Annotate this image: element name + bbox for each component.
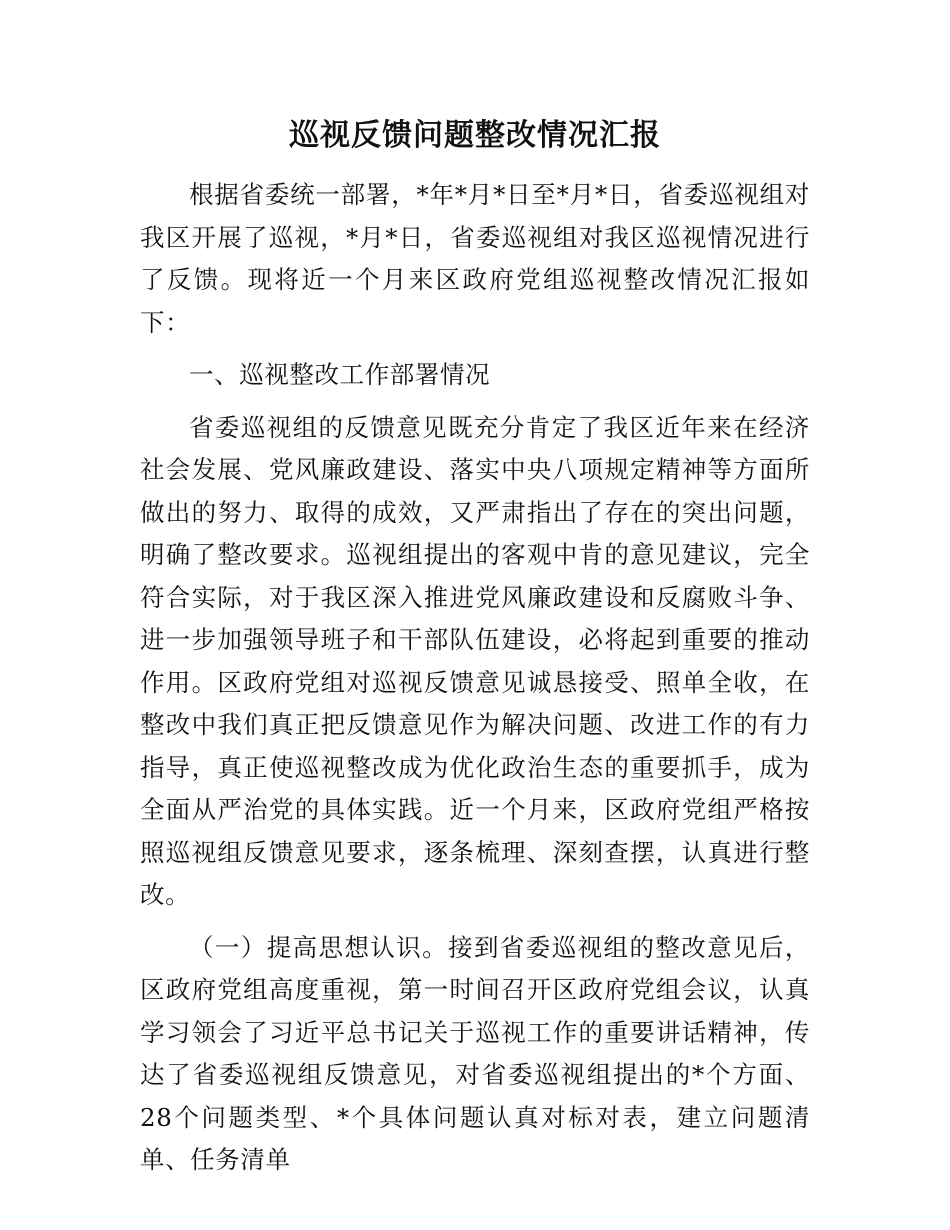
section-heading: 一、巡视整改工作部署情况 [189, 360, 491, 389]
paragraph-feedback: 省委巡视组的反馈意见既充分肯定了我区近年来在经济社会发展、党风廉政建设、落实中央八项规定精神等方面所做出的努力、取得的成效，又严肃指出了存在的突出问题，明确了整改要求。巡视组提出的客观中肯的意见建议，完全符合实际，对于我区深入推进党风廉政建设和反腐败斗争、进一步加强领导班子和干部队伍建设，必将起到重要的推动作用。区政府党组对巡视反馈意见诚恳接受、照单全收，在整改中我们真正把反馈意见作为解决问题、改进工作的有力指导，真正使巡视整改成为优化政治生态的重要抓手，成为全面从严治党的具体实践。近一个月来，区政府党组严格按照巡视组反馈意见要求，逐条梳理、深刻查摆，认真进行整改。 [140, 412, 810, 909]
paragraph-subsection-1: （一）提高思想认识。接到省委巡视组的整改意见后，区政府党组高度重视，第一时间召开区政府党组会议，认真学习领会了习近平总书记关于巡视工作的重要讲话精神，传达了省委巡视组反馈意见，对省委巡视组提出的*个方面、28个问题类型、*个具体问题认真对标对表，建立问题清单、任务清单 [140, 932, 810, 1174]
paragraph-intro: 根据省委统一部署，*年*月*日至*月*日，省委巡视组对我区开展了巡视，*月*日，省委巡视组对我区巡视情况进行了反馈。现将近一个月来区政府党组巡视整改情况汇报如下： [140, 180, 810, 337]
document-title: 巡视反馈问题整改情况汇报 [289, 118, 661, 153]
document-page [140, 112, 810, 1182]
